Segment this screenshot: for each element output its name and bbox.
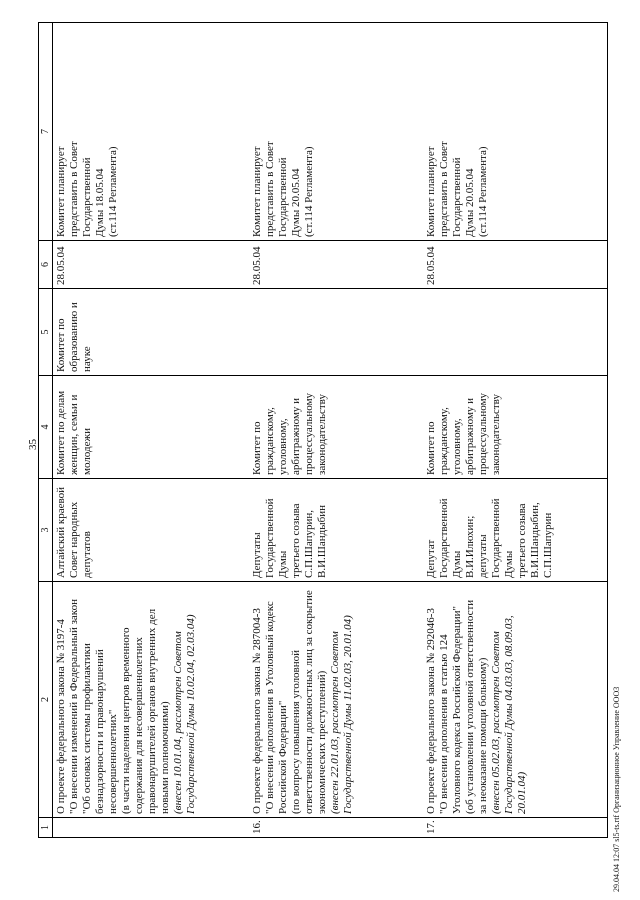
text-line: депутаты (477, 534, 489, 578)
text-line: арбитражному и (290, 397, 302, 475)
text-line: С.П.Шапурин (542, 512, 554, 578)
text-line: Думы (277, 550, 289, 578)
text-line: законодательству (316, 394, 328, 475)
table-row (423, 23, 608, 838)
text-line: представить в Совет (264, 141, 276, 237)
table-row (53, 23, 250, 838)
text-line: Думы (451, 550, 463, 578)
text-line: О проекте федерального закона № 292046-3 (425, 608, 437, 814)
text-line: науке (81, 346, 93, 372)
column-header: 3 (39, 479, 53, 582)
text-line: С.П.Шапурин, (303, 509, 315, 578)
text-line: О проекте федерального закона № 287004-3 (251, 608, 263, 814)
text-line: за неоказание помощи больному) (477, 657, 489, 814)
bill-title-cell (423, 582, 608, 818)
text-line: Государственной (264, 498, 276, 578)
column-header: 2 (39, 582, 53, 818)
text-line: Государственной (277, 157, 289, 237)
text-line: Комитет планирует (425, 146, 437, 237)
column-header: 7 (39, 23, 53, 241)
text-line: О проекте федерального закона № 3197-4 (55, 619, 67, 814)
header-row (39, 23, 53, 838)
table-row (249, 23, 423, 838)
text-line: Государственной (81, 157, 93, 237)
text-line: Депутаты (251, 532, 263, 578)
note-line: Государственной Думы 11.02.03, 20.01.04) (342, 615, 354, 814)
note-line: 20.01.04) (516, 771, 528, 814)
text-line: экономических преступлений) (316, 670, 328, 814)
text-line: "Об основах системы профилактики (81, 643, 93, 814)
date-cell: 28.05.04 (249, 241, 423, 289)
row-number: 17. (423, 818, 608, 838)
text-line: (ст.114 Регламента) (477, 146, 489, 237)
text-line: Совет народных (68, 501, 80, 578)
text-line: Комитет по (55, 318, 67, 372)
note-line: (внесен 22.01.03, рассмотрен Советом (329, 631, 341, 814)
text-line: молодежи (81, 428, 93, 475)
co-committee-cell (53, 289, 250, 376)
plan-cell (423, 23, 608, 241)
author-cell (53, 479, 250, 582)
text-line: депутатов (81, 531, 93, 578)
text-line: новыми полномочиями) (159, 701, 171, 814)
text-line: Комитет планирует (55, 146, 67, 237)
bill-title-cell (53, 582, 250, 818)
text-line: Государственной (490, 498, 502, 578)
text-line: ответственности должностных лиц за сокрытие (303, 590, 315, 814)
text-line: (в части наделения центров временного (120, 627, 132, 814)
text-line: правонарушителей органов внутренних дел (146, 608, 158, 814)
column-header: 4 (39, 376, 53, 479)
text-line: (об установлении уголовной ответственности (464, 599, 476, 814)
text-line: Думы 20.05.04 (290, 168, 302, 237)
text-line: Комитет по (251, 421, 263, 475)
text-line: уголовному, (277, 418, 289, 475)
text-line: Государственной (451, 157, 463, 237)
note-line: (внесен 10.01.04, рассмотрен Советом (172, 631, 184, 814)
text-line: процессуальному (477, 392, 489, 475)
text-line: (ст.114 Регламента) (303, 146, 315, 237)
plan-cell (53, 23, 250, 241)
text-line: Комитет по (425, 421, 437, 475)
text-line: Комитет планирует (251, 146, 263, 237)
author-cell (249, 479, 423, 582)
text-line: Алтайский краевой (55, 486, 67, 578)
text-line: Думы 18.05.04 (94, 168, 106, 237)
text-line: "О внесении дополнения в Уголовный кодекс (264, 601, 276, 814)
date-cell: 28.05.04 (53, 241, 250, 289)
bill-title-cell (249, 582, 423, 818)
text-line: Комитет по делам (55, 390, 67, 475)
text-line: законодательству (490, 394, 502, 475)
text-line: процессуальному (303, 392, 315, 475)
text-line: арбитражному и (464, 397, 476, 475)
text-line: гражданскому, (264, 407, 276, 475)
text-line: представить в Совет (68, 141, 80, 237)
note-line: (внесен 05.02.03, рассмотрен Советом (490, 631, 502, 814)
text-line: В.И.Шандыбин (316, 504, 328, 578)
note-line: Государственной Думы 04.03.03, 08.09.03, (503, 615, 515, 814)
column-header: 1 (39, 818, 53, 838)
text-line: "О внесении изменений в Федеральный закон (68, 599, 80, 814)
author-cell (423, 479, 608, 582)
text-line: "О внесении дополнения в статью 124 (438, 634, 450, 814)
co-committee-cell (423, 289, 608, 376)
text-line: третьего созыва (516, 503, 528, 578)
text-line: женщин, семьи и (68, 394, 80, 475)
column-header: 5 (39, 289, 53, 376)
text-line: В.И.Илюхин; (464, 515, 476, 578)
text-line: В.И.Шандыбин, (529, 502, 541, 578)
text-line: (по вопросу повышения уголовной (290, 649, 302, 814)
plan-cell (249, 23, 423, 241)
text-line: Депутат (425, 539, 437, 578)
committee-cell (53, 376, 250, 479)
text-line: представить в Совет (438, 141, 450, 237)
co-committee-cell (249, 289, 423, 376)
text-line: (ст.114 Регламента) (107, 146, 119, 237)
footer-note: 29.04.04 12:07 sl5-ts.rtf Организационное Управление ООО3 (612, 686, 621, 892)
text-line: Думы 20.05.04 (464, 168, 476, 237)
committee-cell (423, 376, 608, 479)
bills-table (38, 22, 608, 838)
text-line: содержания для несовершеннолетних (133, 637, 145, 814)
text-line: уголовному, (451, 418, 463, 475)
committee-cell (249, 376, 423, 479)
note-line: Государственной Думы 10.02.04, 02.03.04) (185, 614, 197, 814)
page-number: 35 (27, 439, 39, 450)
text-line: Российской Федерации" (277, 700, 289, 814)
text-line: безнадзорности и правонарушений (94, 649, 106, 814)
text-line: третьего созыва (290, 503, 302, 578)
text-line: несовершеннолетних" (107, 709, 119, 814)
text-line: образованию и (68, 302, 80, 372)
column-header: 6 (39, 241, 53, 289)
row-number (53, 818, 250, 838)
row-number: 16. (249, 818, 423, 838)
text-line: Государственной (438, 498, 450, 578)
date-cell: 28.05.04 (423, 241, 608, 289)
text-line: Уголовного кодекса Российской Федерации" (451, 605, 463, 814)
text-line: Думы (503, 550, 515, 578)
text-line: гражданскому, (438, 407, 450, 475)
